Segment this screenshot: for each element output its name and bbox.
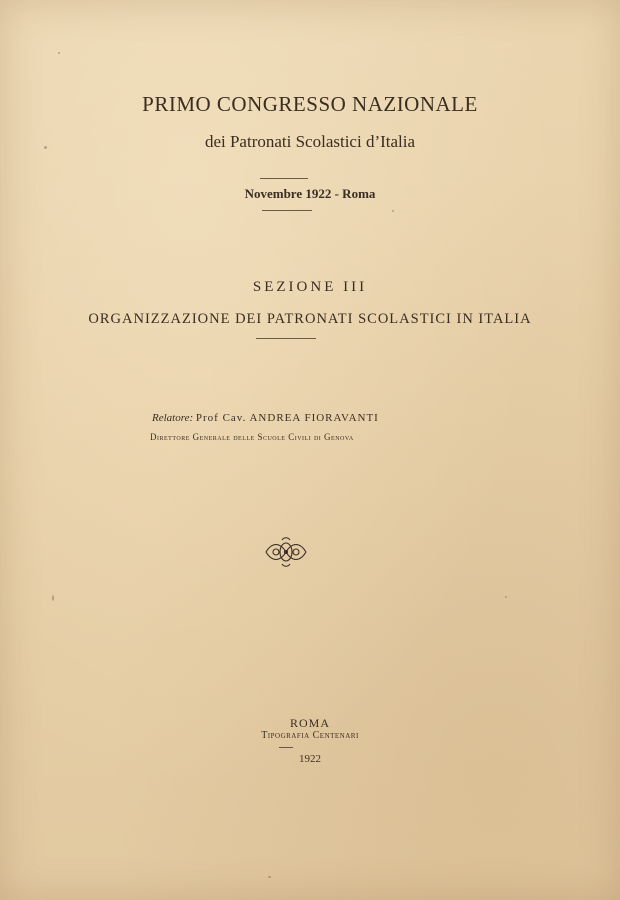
- publication-year: 1922: [299, 753, 321, 765]
- publication-city: ROMA: [289, 716, 330, 730]
- date-line: Novembre 1922 - Roma: [244, 186, 376, 201]
- ornament-icon: [262, 536, 310, 568]
- congress-subtitle: dei Patronati Scolastici d’Italia: [204, 132, 416, 151]
- paper-speck: [52, 595, 54, 601]
- paper-speck: [44, 146, 47, 149]
- paper-speck: [58, 52, 60, 54]
- reporter-line: [152, 412, 379, 424]
- divider-section: [256, 338, 316, 339]
- reporter-role: Direttore Generale delle Scuole Civili di Genova: [150, 432, 354, 442]
- printer-name: Tipografia Centenari: [261, 730, 359, 741]
- divider-date: [262, 210, 312, 211]
- paper-speck: [392, 210, 394, 212]
- reporter-name: Prof Cav. ANDREA FIORAVANTI: [195, 412, 379, 424]
- divider-top: [260, 178, 308, 179]
- reporter-label: Relatore:: [152, 412, 194, 424]
- paper-speck: [268, 876, 271, 878]
- section-number: SEZIONE III: [252, 279, 368, 295]
- congress-title: PRIMO CONGRESSO NAZIONALE: [142, 92, 478, 116]
- paper-speck: [505, 596, 507, 598]
- section-title: ORGANIZZAZIONE DEI PATRONATI SCOLASTICI IN ITALIA: [88, 311, 532, 327]
- divider-printer: [279, 747, 293, 748]
